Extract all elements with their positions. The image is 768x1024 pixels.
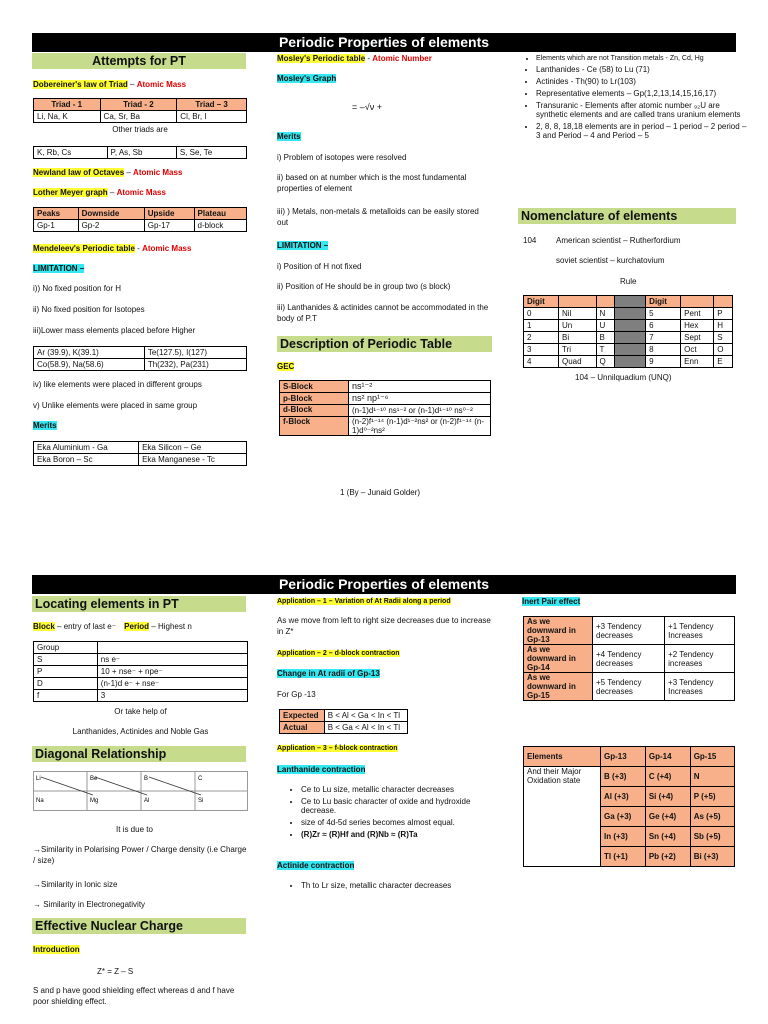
nomen-soviet: soviet scientist – kurchatovium bbox=[556, 256, 665, 265]
zeff-formula: Z* = Z – S bbox=[97, 967, 134, 976]
page2-title: Periodic Properties of elements bbox=[32, 575, 736, 594]
mosley-merit-1: i) Problem of isotopes were resolved bbox=[277, 153, 407, 162]
diag-b: B bbox=[144, 776, 149, 782]
due-to: It is due to bbox=[116, 825, 153, 834]
mosley-merit-2: ii) based on at number which is the most fundamental properties of element bbox=[277, 173, 467, 193]
gec-label: GEC bbox=[277, 362, 295, 371]
group-table: Group S ns e⁻ P 10 + nse⁻ + npe⁻ D (n-1)d e⁻ + nse⁻ f 3 bbox=[33, 641, 248, 702]
actinide-contraction-label: Actinide contraction bbox=[277, 861, 355, 870]
gec-table: S-Block ns¹⁻² p-Block ns² np¹⁻⁶ d-Block (n-1)d¹⁻¹⁰ ns¹⁻² or (n-1)d¹⁻¹⁰ ns⁰⁻² f-Block (n-2)f¹⁻¹⁴ (n-1)d¹⁻²ns² or (n-2)f¹⁻¹⁴ (n-1)d⁰⁻²ns² bbox=[279, 380, 491, 436]
other-triads: Other triads are bbox=[112, 125, 168, 134]
nomen-heading: Nomenclature of elements bbox=[518, 208, 736, 224]
block-period-line: Block – entry of last e⁻ Period – Highest n bbox=[33, 622, 192, 631]
newland-line: Newland law of Octaves – Atomic Mass bbox=[33, 168, 183, 177]
enc-heading: Effective Nuclear Charge bbox=[32, 918, 246, 934]
triad-table-2: K, Rb, Cs P, As, Sb S, Se, Te bbox=[33, 146, 247, 159]
mosley-pt-line: Mosley's Periodic table - Atomic Number bbox=[277, 54, 432, 63]
mendeleev-merits-label: Merits bbox=[33, 421, 57, 430]
mosley-graph-label: Mosley's Graph bbox=[277, 74, 337, 83]
mend-limit-1: i)) No fixed position for H bbox=[33, 284, 122, 293]
digit-table: Digit Digit 0 Nil N 5 Pent P 1 Un U 6 Hex H 2 Bi B 7 Sept S 3 Tri T 8 Oct O 4 Quad Q 9 Enn E bbox=[523, 295, 733, 368]
radii-table: Expected B < Al < Ga < In < Tl Actual B < Ga < Al < In < Tl bbox=[279, 709, 408, 734]
desc-heading: Description of Periodic Table bbox=[277, 336, 492, 352]
similarity-3: → Similarity in Electronegativity bbox=[33, 900, 146, 909]
app1-text: As we move from left to right size decreases due to increase in Z* bbox=[277, 616, 491, 636]
diag-li: Li bbox=[36, 776, 41, 782]
page1-footer: 1 (By – Junaid Golder) bbox=[340, 488, 421, 497]
inert-pair-label: Inert Pair effect bbox=[522, 597, 581, 606]
app1-label: Application – 1 – Variation of At Radii along a period bbox=[277, 598, 451, 605]
mendeleev-limitation-label: LIMITATION – bbox=[33, 264, 85, 273]
page1-title: Periodic Properties of elements bbox=[32, 33, 736, 52]
dobereiner-basis: Atomic Mass bbox=[136, 80, 187, 89]
attempts-heading: Attempts for PT bbox=[32, 53, 246, 69]
or-help: Or take help of bbox=[114, 707, 167, 716]
similarity-2: →Similarity in Ionic size bbox=[33, 880, 118, 889]
diag-si: Si bbox=[198, 798, 204, 804]
mosley-limit-2: ii) Position of He should be in group two (s block) bbox=[277, 282, 451, 291]
dobereiner-line: Dobereiner's law of Triad – Atomic Mass bbox=[33, 80, 187, 89]
similarity-1: →Similarity in Polarising Power / Charge density (i.e Charge / size) bbox=[33, 845, 247, 865]
intro-label: Introduction bbox=[33, 945, 80, 954]
diagonal-diagram bbox=[33, 771, 248, 811]
shielding-text: S and p have good shielding effect whereas d and f have poor shielding effect. bbox=[33, 986, 235, 1006]
diag-na: Na bbox=[36, 798, 44, 804]
lother-line: Lother Meyer graph – Atomic Mass bbox=[33, 188, 166, 197]
mendeleev-line: Mendeleev's Periodic table - Atomic Mass bbox=[33, 244, 192, 253]
mend-limit-3: iii)Lower mass elements placed before Higher bbox=[33, 326, 196, 335]
diag-be: Be bbox=[90, 776, 98, 782]
mass-table: Ar (39.9), K(39.1) Te(127.5), I(127) Co(58.9), Na(58.6) Th(232), Pa(231) bbox=[33, 346, 247, 371]
locating-heading: Locating elements in PT bbox=[32, 596, 246, 612]
app2-label: Application – 2 – d-block contraction bbox=[277, 650, 400, 657]
mosley-limit-3: iii) Lanthanides & actinides cannot be accommodated in the body of P.T bbox=[277, 303, 489, 323]
oxidation-table: Elements Gp-13 Gp-14 Gp-15 And their Major Oxidation state B (+3) C (+4) N Al (+3) Si (+4) P (+5) Ga (+3) Ge (+4) As (+5) In (+3) Sn (+4) Sb (+5) Tl (+1) Pb (+2) Bi (+3) bbox=[523, 746, 735, 867]
mosley-formula: = –√ν + bbox=[352, 102, 382, 112]
inert-table: As we downward in Gp-13 +3 Tendency decreases +1 Tendency Increases As we downward in Gp-14 +4 Tendency decreases +2 Tendency increases As we downward in Gp-15 +5 Tendency decreases +3 Tendency Increases bbox=[523, 616, 735, 701]
mend-limit-5: v) Unlike elements were placed in same group bbox=[33, 401, 198, 410]
diag-al: Al bbox=[144, 798, 150, 804]
lan-act-noble: Lanthanides, Actinides and Noble Gas bbox=[72, 727, 209, 736]
actinide-bullets: • Th to Lr size, metallic character decreases bbox=[287, 881, 506, 893]
eka-table: Eka Aluminium - Ga Eka Silicon – Ge Eka Boron – Sc Eka Manganese - Tc bbox=[33, 441, 247, 466]
mend-limit-4: iv) like elements were placed in different groups bbox=[33, 380, 202, 389]
diag-c: C bbox=[198, 776, 203, 782]
dobereiner-label: Dobereiner's law of Triad bbox=[33, 80, 128, 89]
diag-heading: Diagonal Relationship bbox=[32, 746, 246, 762]
unq-label: 104 – Unnilquadium (UNQ) bbox=[575, 373, 672, 382]
mosley-limit-1: i) Position of H not fixed bbox=[277, 262, 362, 271]
mosley-merit-3: iii) ) Metals, non-metals & metalloids can be easily stored out bbox=[277, 207, 479, 227]
mosley-limitation-label: LIMITATION – bbox=[277, 241, 329, 250]
diag-mg: Mg bbox=[90, 798, 99, 804]
triad-table: Triad - 1 Triad - 2 Triad – 3 Li, Na, K Ca, Sr, Ba Cl, Br, I bbox=[33, 98, 247, 123]
change-label: Change in At radii of Gp-13 bbox=[277, 669, 380, 678]
right-bullets: • Elements which are not Transition metals - Zn, Cd, Hg • Lanthanides - Ce (58) to Lu (71) • Actinides - Th(90) to Lr(103) • Representative elements – Gp(1,2,13,14,15,16,17) • Transuranic - Elements after atomic number ₉₂U are synthetic elements and are called trans uranium elements • 2, 8, 8, 18,18 elements are in period – 1 period – 2 period – 3 and Period – 4 and Period – 5 bbox=[522, 55, 752, 143]
lanthanide-bullets: • Ce to Lu size, metallic character decreases • Ce to Lu basic character of oxide and hydroxide decrease. • size of 4d-5d series becomes almost equal. • (R)Zr ≈ (R)Hf and (R)Nb ≈ (R)Ta bbox=[287, 785, 506, 842]
nomen-american: American scientist – Rutherfordium bbox=[556, 236, 681, 245]
lanthanide-contraction-label: Lanthanide contraction bbox=[277, 765, 366, 774]
nomen-num: 104 bbox=[523, 236, 537, 245]
mend-limit-2: ii) No fixed position for Isotopes bbox=[33, 305, 145, 314]
mosley-merits-label: Merits bbox=[277, 132, 301, 141]
app3-label: Application – 3 – f-block contraction bbox=[277, 745, 398, 752]
rule-label: Rule bbox=[620, 277, 637, 286]
lother-table: Peaks Downside Upside Plateau Gp-1 Gp-2 Gp-17 d-block bbox=[33, 207, 247, 232]
for-gp13: For Gp -13 bbox=[277, 690, 316, 699]
